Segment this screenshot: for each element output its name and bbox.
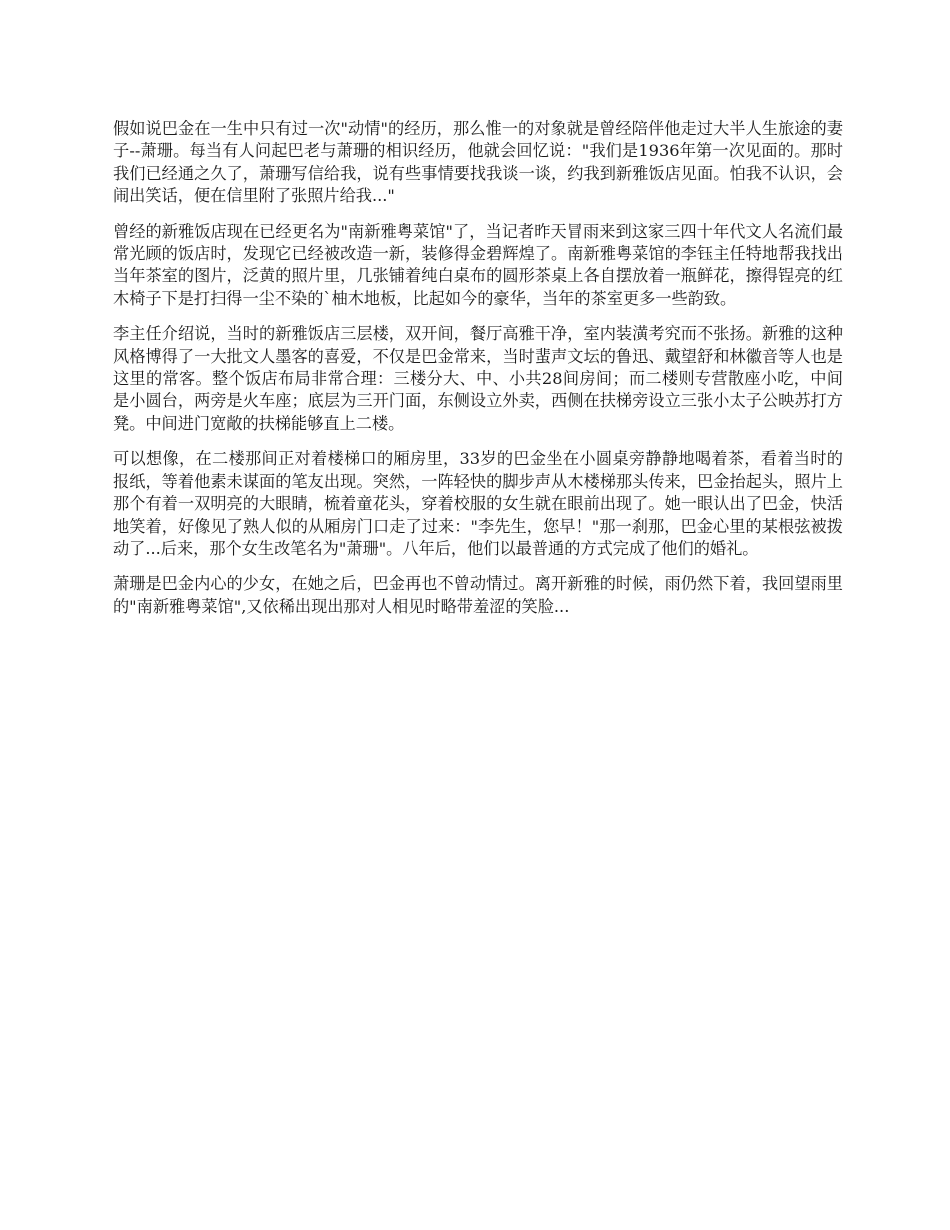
paragraph-1: 假如说巴金在一生中只有过一次"动情"的经历，那么惟一的对象就是曾经陪伴他走过大半人生旅途的妻子--萧珊。每当有人问起巴老与萧珊的相识经历，他就会回忆说："我们是1936年第一次见面的。那时我们已经通之久了，萧珊写信给我，说有些事情要找我谈一谈，约我到新雅饭店见面。怕我不认识，会闹出笑话，便在信里附了张照片给我...": [113, 119, 843, 206]
paragraph-2: 曾经的新雅饭店现在已经更名为"南新雅粤菜馆"了，当记者昨天冒雨来到这家三四十年代文人名流们最常光顾的饭店时，发现它已经被改造一新，装修得金碧辉煌了。南新雅粤菜馆的李钰主任特地帮我找出当年茶室的图片，泛黄的照片里，几张铺着纯白桌布的圆形茶桌上各自摆放着一瓶鲜花，擦得锃亮的红木椅子下是打扫得一尘不染的`柚木地板，比起如今的豪华，当年的茶室更多一些韵致。: [113, 221, 843, 308]
paragraph-4: 可以想像，在二楼那间正对着楼梯口的厢房里，33岁的巴金坐在小圆桌旁静静地喝着茶，看着当时的报纸，等着他素未谋面的笔友出现。突然，一阵轻快的脚步声从木楼梯那头传来，巴金抬起头，照片上那个有着一双明亮的大眼睛，梳着童花头，穿着校服的女生就在眼前出现了。她一眼认出了巴金，快活地笑着，好像见了熟人似的从厢房门口走了过来："李先生，您早！"那一刹那，巴金心里的某根弦被拨动了...后来，那个女生改笔名为"萧珊"。八年后，他们以最普通的方式完成了他们的婚礼。: [113, 449, 843, 558]
paragraph-5: 萧珊是巴金内心的少女，在她之后，巴金再也不曾动情过。离开新雅的时候，雨仍然下着，我回望雨里的"南新雅粤菜馆",又依稀出现出那对人相见时略带羞涩的笑脸...: [113, 574, 843, 616]
document-body: [113, 118, 843, 631]
paragraph-3: 李主任介绍说，当时的新雅饭店三层楼，双开间，餐厅高雅干净，室内装潢考究而不张扬。新雅的这种风格博得了一大批文人墨客的喜爱，不仅是巴金常来，当时蜚声文坛的鲁迅、戴望舒和林徽音等人也是这里的常客。整个饭店布局非常合理：三楼分大、中、小共28间房间；而二楼则专营散座小吃，中间是小圆台，两旁是火车座；底层为三开门面，东侧设立外卖，西侧在扶梯旁设立三张小太子公映苏打方凳。中间进门宽敞的扶梯能够直上二楼。: [113, 324, 843, 433]
